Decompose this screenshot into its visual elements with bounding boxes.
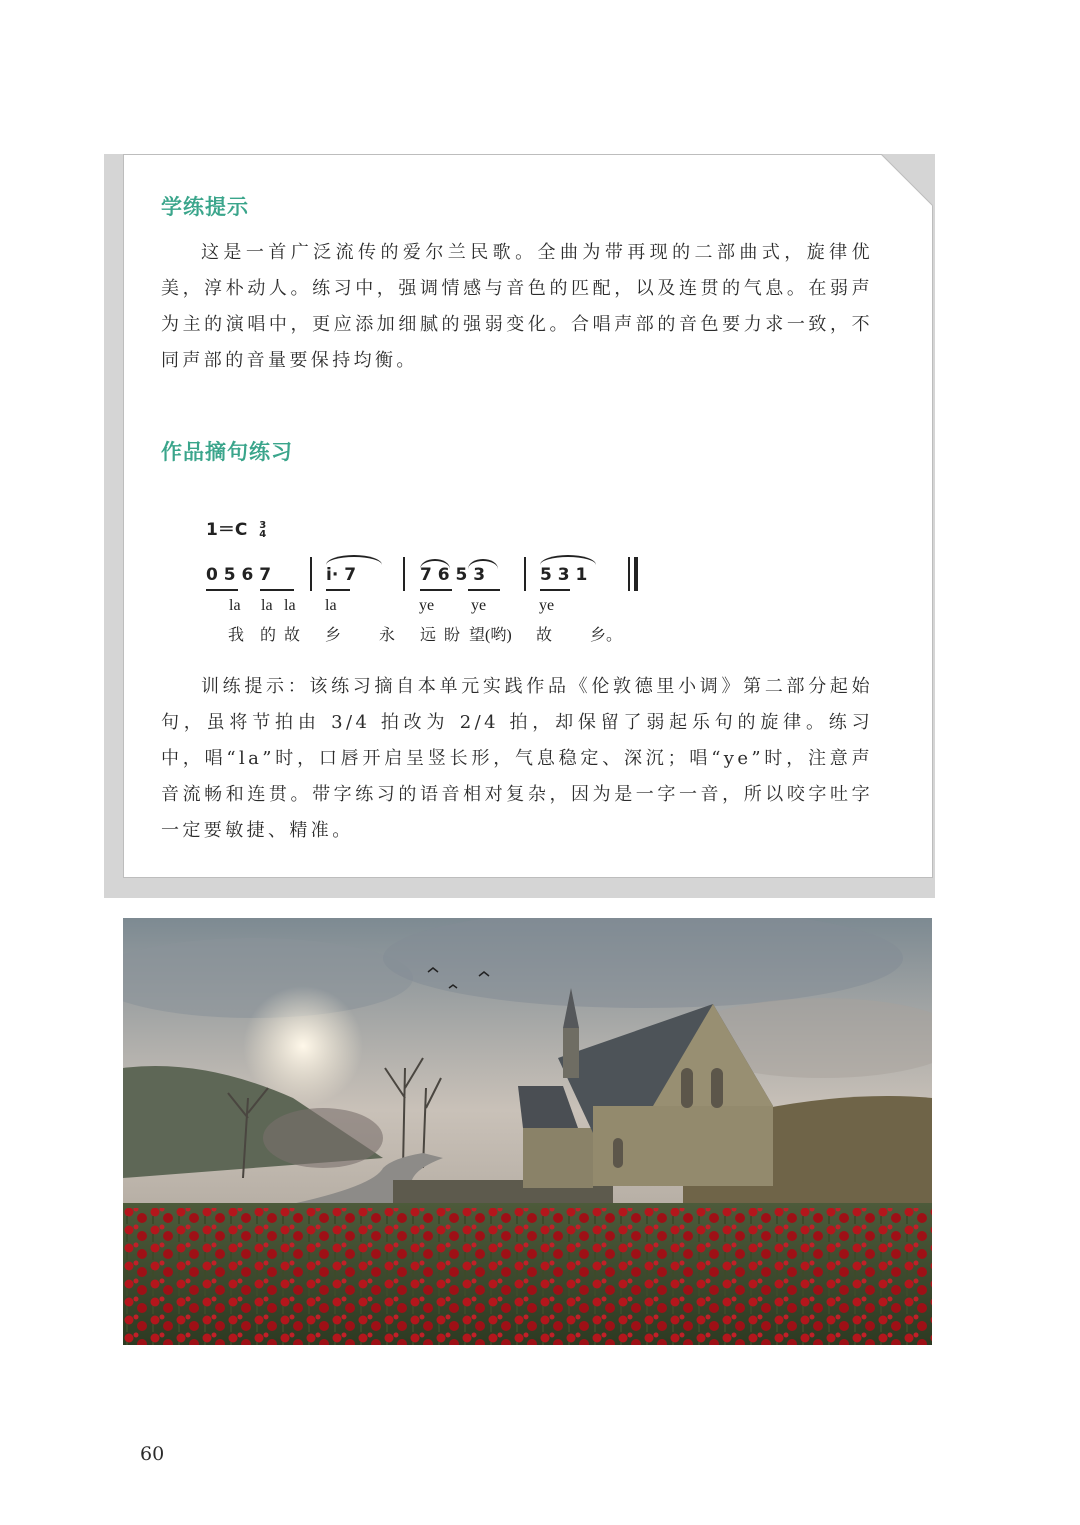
- beam-underline: [206, 589, 238, 591]
- lyric-ye: ye: [471, 597, 487, 614]
- page-number: 60: [140, 1443, 165, 1465]
- lyric-char: 远: [420, 627, 437, 644]
- barline: [403, 557, 405, 591]
- landscape-illustration: [123, 918, 932, 1345]
- training-tip-paragraph: 训练提示：该练习摘自本单元实践作品《伦敦德里小调》第二部分起始句，虽将节拍由 3/4 拍改为 2/4 拍，却保留了弱起乐句的旋律。练习中，唱“la”时，口唇开启呈竖长形，气息稳定、深沉；唱“ye”时，注意声音流畅和连贯。带字练习的语音相对复杂，因为是一字一音，所以咬字吐字一定要敏捷、精准。: [161, 676, 873, 841]
- measure-3-notes: 7 6 5 3: [420, 565, 486, 585]
- beam-underline: [260, 589, 294, 591]
- practice-tips-paragraph: 这是一首广泛流传的爱尔兰民歌。全曲为带再现的二部曲式，旋律优美，淳朴动人。练习中，强调情感与音色的匹配，以及连贯的气息。在弱声为主的演唱中，更应添加细腻的强弱变化。合唱声部的音色要力求一致，不同声部的音量要保持均衡。: [161, 242, 873, 371]
- lyric-char: 乡。: [590, 627, 623, 644]
- landscape-church-poppies-image: [123, 918, 932, 1345]
- final-barline-thin: [628, 557, 630, 591]
- page-fold-corner: [881, 154, 933, 206]
- lyric-ye: ye: [419, 597, 435, 614]
- lyric-la: la: [325, 597, 337, 614]
- lyric-char: 我: [228, 627, 245, 644]
- lyric-char: 故: [284, 627, 301, 644]
- barline: [524, 557, 526, 591]
- beam-underline: [468, 589, 500, 591]
- section-heading-practice-tips: 学练提示: [161, 195, 249, 219]
- time-signature: 3 4: [259, 520, 267, 540]
- key-label: 1＝C: [206, 520, 248, 540]
- score-key-signature: [206, 515, 266, 540]
- lyric-char: 盼: [444, 627, 461, 644]
- lyric-la: la: [284, 597, 296, 614]
- lyric-char: 乡: [325, 627, 342, 644]
- lyric-la: la: [229, 597, 241, 614]
- lyric-char: 的: [260, 627, 277, 644]
- lyric-ye: ye: [539, 597, 555, 614]
- measure-4-notes: 5 3 1: [540, 565, 588, 585]
- tie-slur: [540, 555, 596, 565]
- section-heading-excerpt-practice: 作品摘句练习: [161, 440, 293, 464]
- barline: [310, 557, 312, 591]
- final-barline-thick: [634, 557, 638, 591]
- beam-underline: [540, 589, 570, 591]
- lyric-char: 望(哟): [469, 627, 512, 644]
- measure-1-notes: 0 5 6 7: [206, 565, 272, 585]
- lyric-la: la: [261, 597, 273, 614]
- lyric-char: 永: [379, 627, 396, 644]
- practice-card: [123, 154, 933, 878]
- beam-underline: [326, 589, 350, 591]
- beam-underline: [420, 589, 452, 591]
- tie-slur: [326, 555, 382, 565]
- lyric-char: 故: [536, 627, 553, 644]
- score-notes: [206, 555, 666, 599]
- measure-2-notes: i· 7: [326, 565, 357, 585]
